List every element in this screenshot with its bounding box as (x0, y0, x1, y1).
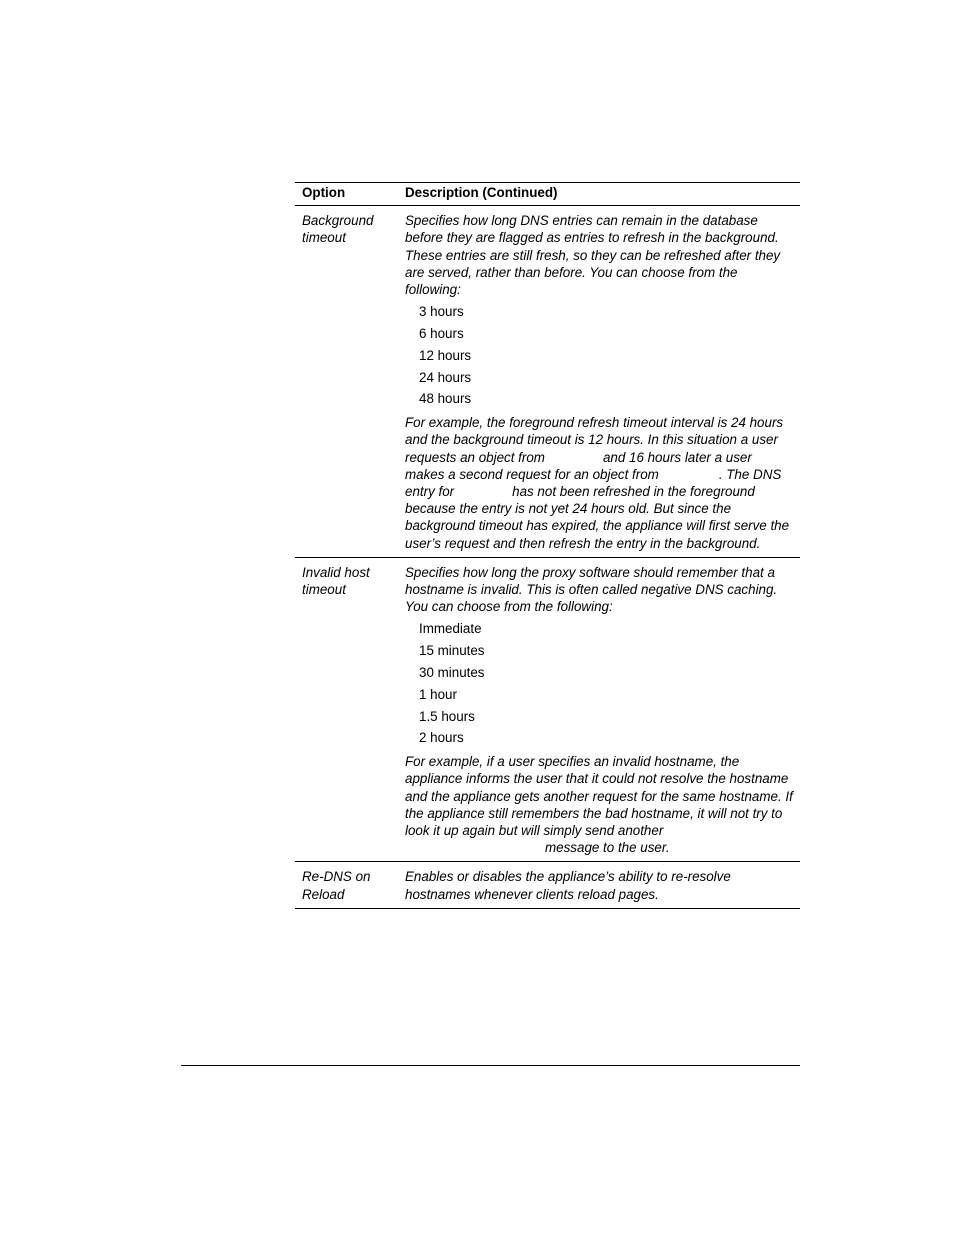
example-paragraph (405, 753, 794, 856)
list-item: Immediate (419, 621, 482, 637)
footer-rule (181, 1065, 800, 1066)
choice-list (405, 618, 794, 749)
option-description: Specifies how long the proxy software should remember that a hostname is invalid. This is often called negative DNS caching. You can choose from the following: (405, 564, 778, 615)
list-item: 12 hours (419, 347, 472, 363)
option-name: Invalid host timeout (302, 564, 370, 598)
header-description: Description (Continued) (405, 185, 558, 200)
options-table (295, 182, 800, 909)
table-row (295, 558, 800, 863)
table-row (295, 862, 800, 908)
option-description-cell (405, 212, 800, 552)
example-paragraph (405, 414, 794, 552)
list-item: 15 minutes (419, 643, 485, 659)
option-description: Enables or disables the appliance’s ability to re-resolve hostnames whenever clients reload pages. (405, 869, 731, 902)
example-text: . The DNS entry for (405, 466, 782, 500)
list-item: 1 hour (419, 686, 457, 702)
example-text: For example, if a user specifies an invalid hostname, the appliance informs the user that it could not resolve the hostname and the appliance gets another request for the same hostname. If the appliance still remembers the bad hostname, it will not try to look it up again but will simply send another (405, 754, 793, 839)
example-text: message to the user. (545, 840, 670, 856)
list-item: 24 hours (419, 369, 472, 385)
example-text: and 16 hours later a user makes a second request for an object from (405, 449, 752, 482)
list-item: 30 minutes (419, 665, 485, 681)
list-item: 2 hours (419, 730, 464, 746)
list-item: 48 hours (419, 391, 472, 407)
list-item: 1.5 hours (419, 708, 475, 724)
option-name: Re-DNS on Reload (302, 869, 371, 902)
example-text: For example, the foreground refresh timeout interval is 24 hours and the background timeout is 12 hours. In this situation a user requests an object from (405, 415, 784, 465)
table-row (295, 206, 800, 558)
option-description-cell (405, 868, 800, 902)
table-header (295, 182, 800, 206)
example-text: has not been refreshed in the foreground because the entry is not yet 24 hours old. But since the background timeout has expired, the appliance will first serve the user’s request and then refresh the entry in the background. (405, 484, 790, 551)
option-name: Background timeout (302, 213, 374, 246)
choice-list (405, 301, 794, 410)
option-description: Specifies how long DNS entries can remain in the database before they are flagged as entries to refresh in the background. These entries are still fresh, so they can be refreshed after they are served, rather than before. You can choose from the following: (405, 213, 781, 298)
list-item: 6 hours (419, 326, 464, 342)
header-option: Option (302, 185, 346, 200)
option-description-cell (405, 564, 800, 857)
list-item: 3 hours (419, 304, 464, 320)
